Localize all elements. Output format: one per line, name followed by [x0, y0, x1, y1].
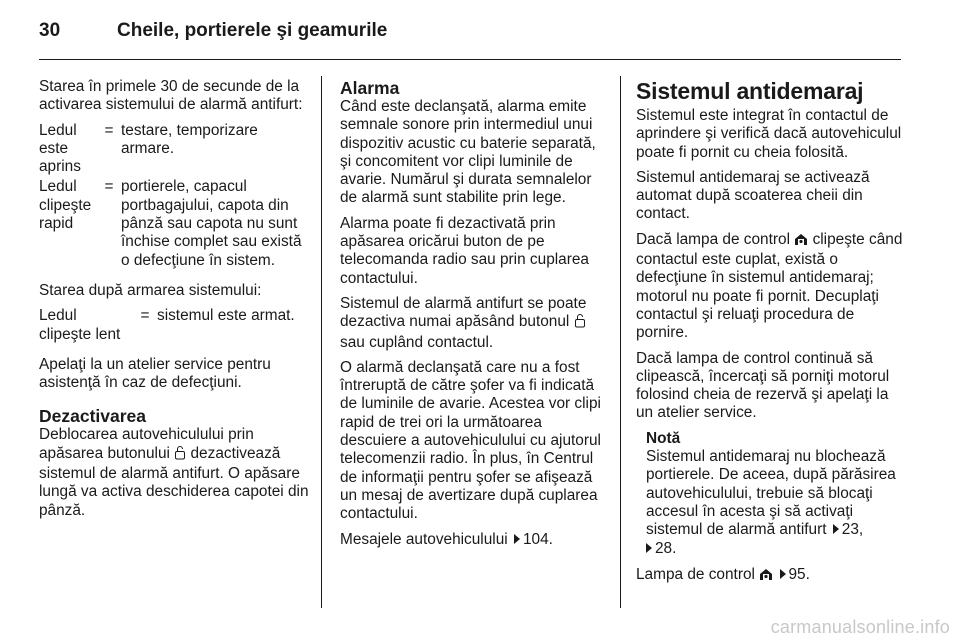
immobiliser-paragraph-1: Sistemul este integrat în contactul de aprindere şi verifică dacă autovehiculul poate fi pornit cu cheia folosită.	[636, 107, 902, 161]
status-definition: portierele, capacul portbagajului, capota din pânză sau capota nu sunt închise complet sau există o defecţiune în sistem.	[121, 178, 302, 269]
after-arming-intro: Starea după armarea sistemului:	[39, 281, 262, 299]
column-divider-2	[620, 76, 621, 608]
status-row-led-slow	[39, 307, 311, 344]
service-advice: Apelaţi la un atelier service pentru asistenţă în caz de defecţiuni.	[39, 355, 271, 392]
watermark: carmanualsonline.info	[770, 617, 950, 637]
vehicle-messages-page[interactable]: 104.	[522, 530, 553, 548]
immobiliser-heading: Sistemul antidemaraj	[636, 78, 864, 104]
equals-sign: =	[104, 178, 114, 196]
note-title: Notă	[646, 429, 681, 447]
deactivation-text	[39, 426, 311, 519]
column-2	[340, 78, 606, 556]
status-definition: testare, temporizare armare.	[121, 121, 258, 157]
alarm-paragraph-4: O alarmă declanşată care nu a fost întreruptă de către şofer va fi indicată de luminile de avarie. Acestea vor clipi rapid de trei ori la următoarea descuiere a autovehiculului cu ajutorul telecomenzii radio. În plus, în Centrul de informaţii pentru şofer se afişează un mesaj de avertizare după cuplarea contactului.	[340, 358, 601, 523]
alarm-status-intro: Starea în primele 30 de secunde de la activarea sistemului de alarmă antifurt:	[39, 78, 303, 114]
column-1	[39, 78, 311, 527]
alarm-paragraph-3-post: sau cuplând contactul.	[340, 333, 494, 351]
note-text	[646, 448, 908, 558]
control-lamp-label: Lampa de control	[636, 565, 755, 583]
deactivation-text-post: dezactivează sistemul de alarmă antifurt. O apăsare lungă va activa deschiderea capotei din pânză.	[39, 444, 309, 519]
status-row-led-fast	[39, 178, 311, 269]
vehicle-messages-ref	[340, 531, 606, 549]
equals-sign: =	[104, 121, 114, 139]
column-3	[636, 78, 908, 593]
note-ref-2[interactable]: 28.	[655, 539, 677, 557]
control-lamp-ref	[636, 566, 908, 586]
unlock-key-icon	[174, 445, 186, 465]
control-lamp-page[interactable]: 95.	[788, 565, 810, 583]
immobiliser-paragraph-3-pre: Dacă lampa de control	[636, 230, 790, 248]
vehicle-messages-label: Mesajele autovehiculului	[340, 530, 508, 548]
page-number: 30	[39, 20, 61, 41]
header-divider	[39, 59, 901, 60]
immobiliser-paragraph-3	[636, 231, 908, 343]
deactivation-heading: Dezactivarea	[39, 406, 147, 427]
status-term: Ledul clipeşte lent	[39, 307, 121, 343]
alarm-paragraph-1: Când este declanşată, alarma emite semnale sonore prin intermediul unui dispozitiv acustic cu baterie separată, şi concomitent vor clipi luminile de avarie. Numărul şi durata semnalelor de alarmă sunt stabilite prin lege.	[340, 98, 596, 207]
immobiliser-paragraph-4: Dacă lampa de control continuă să clipească, încercaţi să porniţi motorul folosind cheia de rezervă şi apelaţi la un atelier service.	[636, 349, 890, 422]
note-ref-1[interactable]: 23,	[841, 521, 864, 539]
unlock-key-icon	[574, 313, 586, 333]
immobiliser-lamp-icon	[794, 233, 808, 251]
immobiliser-paragraph-2: Sistemul antidemaraj se activează automat după scoaterea cheii din contact.	[636, 168, 870, 223]
page-reference-arrow-icon	[514, 534, 520, 544]
chapter-title: Cheile, portierele şi geamurile	[117, 20, 388, 41]
status-definition: sistemul este armat.	[157, 307, 295, 325]
alarm-paragraph-2: Alarma poate fi dezactivată prin apăsarea oricărui buton de pe telecomanda radio sau prin cuplarea contactului.	[340, 214, 589, 287]
alarm-paragraph-3	[340, 295, 606, 352]
page-reference-arrow-icon	[833, 524, 839, 534]
note-box	[646, 430, 908, 558]
page-reference-arrow-icon	[646, 543, 652, 553]
note-body: Sistemul antidemaraj nu blochează portierele. De aceea, după părăsirea autovehiculului, trebuie să blocaţi accesul în acesta şi să activaţi sistemul de alarmă antifurt	[646, 448, 896, 539]
immobiliser-lamp-icon	[759, 568, 773, 586]
status-term: Ledul clipeşte rapid	[39, 178, 92, 233]
equals-sign: =	[140, 307, 150, 325]
status-term: Ledul este aprins	[39, 121, 81, 176]
immobiliser-paragraph-3-post: clipeşte când contactul este cuplat, există o defecţiune în sistemul antidemaraj; motorul nu poate fi pornit. Decuplaţi contactul şi reluaţi procedura de pornire.	[636, 230, 903, 342]
alarm-paragraph-3-pre: Sistemul de alarmă antifurt se poate dezactiva numai apăsând butonul	[340, 294, 587, 331]
deactivation-text-pre: Deblocarea autovehiculului prin apăsarea butonului	[39, 426, 254, 462]
column-divider-1	[321, 76, 322, 608]
page-reference-arrow-icon	[780, 569, 786, 579]
status-row-led-on	[39, 122, 311, 177]
alarm-heading: Alarma	[340, 78, 400, 98]
